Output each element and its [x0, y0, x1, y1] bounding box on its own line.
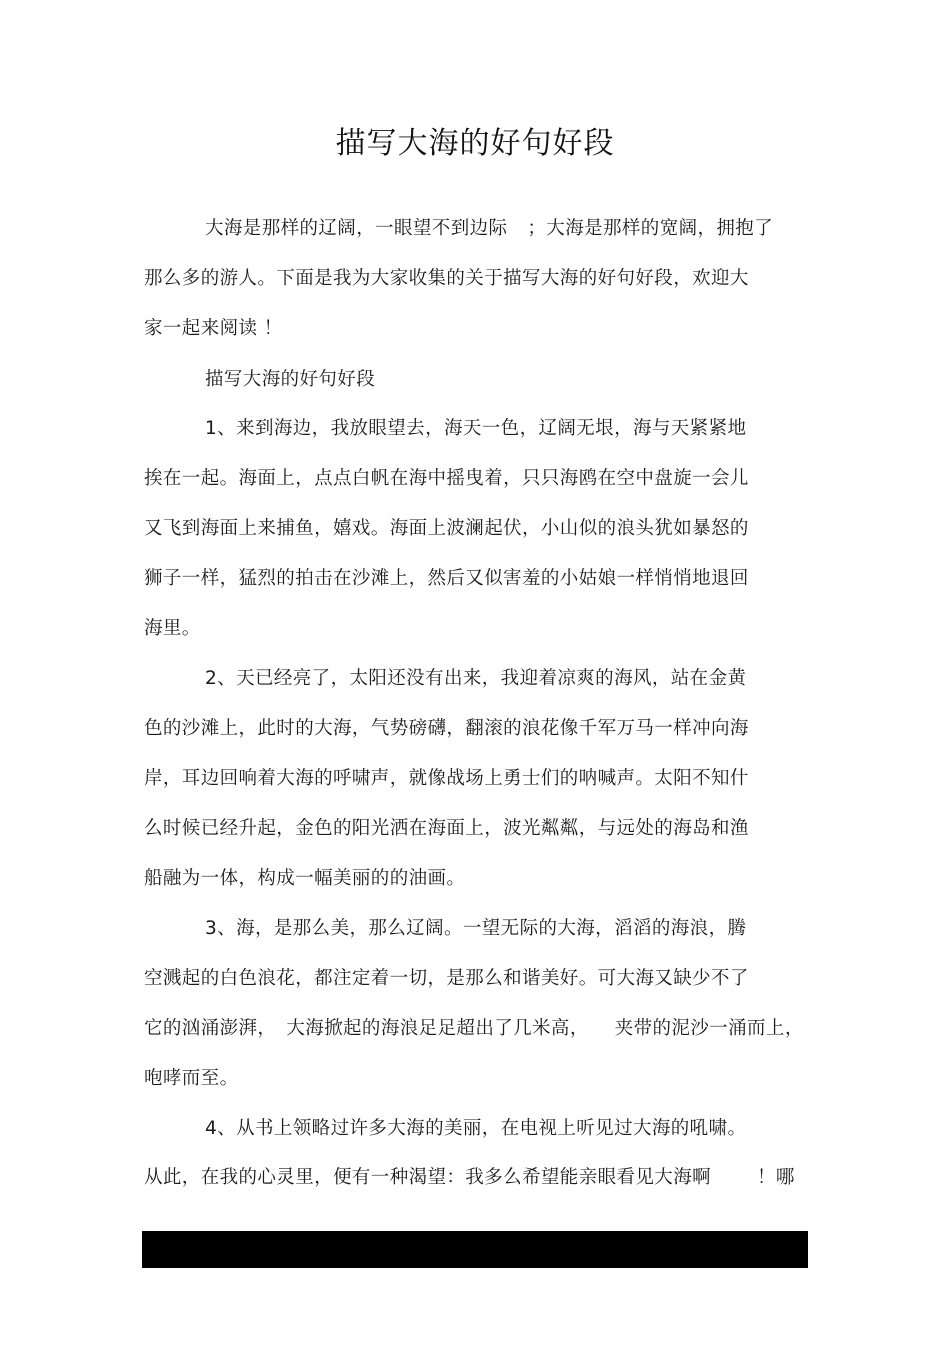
p2-line-1: 2、天已经亮了，太阳还没有出来，我迎着凉爽的海风，站在金黄 [205, 668, 747, 689]
intro-line-1 [205, 214, 875, 244]
p4-line-2 [144, 1163, 814, 1193]
p1-line-4: 狮子一样，猛烈的拍击在沙滩上，然后又似害羞的小姑娘一样悄悄地退回 [144, 568, 749, 589]
redaction-bar [142, 1231, 808, 1268]
p1-line-3: 又飞到海面上来捕鱼，嬉戏。海面上波澜起伏，小山似的浪头犹如暴怒的 [144, 518, 749, 539]
p1-line-5: 海里。 [144, 618, 201, 639]
p3-line-3c: 夹带的泥沙一涌而上， [614, 1018, 804, 1039]
p3-line-1: 3、海，是那么美，那么辽阔。一望无际的大海，滔滔的海浪，腾 [205, 918, 747, 939]
p3-line-3a: 它的汹涌澎湃， [144, 1018, 277, 1039]
p2-line-5: 船融为一体，构成一幅美丽的的油画。 [144, 868, 466, 889]
intro-line-1a: 大海是那样的辽阔，一眼望不到边际 [205, 218, 508, 239]
p4-line-1: 4、从书上领略过许多大海的美丽，在电视上听见过大海的吼啸。 [205, 1118, 747, 1139]
p2-line-3: 岸，耳边回响着大海的呼啸声，就像战场上勇士们的呐喊声。太阳不知什 [144, 768, 749, 789]
p3-line-2: 空溅起的白色浪花，都注定着一切，是那么和谐美好。可大海又缺少不了 [144, 968, 749, 989]
p2-line-4: 么时候已经升起，金色的阳光洒在海面上，波光粼粼，与远处的海岛和渔 [144, 818, 749, 839]
document-title: 描写大海的好句好段 [335, 126, 615, 161]
p2-line-2: 色的沙滩上，此时的大海，气势磅礴，翻滚的浪花像千军万马一样冲向海 [144, 718, 749, 739]
p1-line-2: 挨在一起。海面上，点点白帆在海中摇曳着，只只海鸥在空中盘旋一会儿 [144, 468, 749, 489]
p1-line-1: 1、来到海边，我放眼望去，海天一色，辽阔无垠，海与天紧紧地 [205, 418, 747, 439]
p3-line-3 [144, 1014, 814, 1044]
intro-line-3: 家一起来阅读 ！ [144, 318, 283, 339]
intro-line-2: 那么多的游人。下面是我为大家收集的关于描写大海的好句好段，欢迎大 [144, 268, 749, 289]
p3-line-4: 咆哮而至。 [144, 1068, 239, 1089]
p4-line-2b: ！哪 [757, 1167, 795, 1188]
p4-line-2a: 从此，在我的心灵里，便有一种渴望：我多么希望能亲眼看见大海啊 [144, 1167, 712, 1188]
intro-line-1b: ；大海是那样的宽阔，拥抱了 [527, 218, 774, 239]
section-subheading: 描写大海的好句好段 [205, 369, 376, 390]
p3-line-3b: 大海掀起的海浪足足超出了几米高， [286, 1018, 589, 1039]
